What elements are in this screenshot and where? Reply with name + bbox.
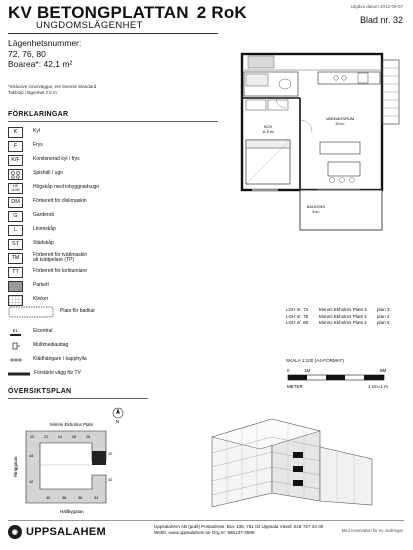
legend-label: Klädhängare / kapphylla (33, 356, 87, 363)
legend-item-kyl (8, 126, 40, 138)
legend-label: Spishäll / ugn (33, 170, 64, 177)
address-number: 28 (86, 435, 91, 439)
address-number: 20 (30, 435, 35, 439)
room1-name: SOV (263, 124, 273, 129)
title-text: KV BETONGPLATTAN (8, 3, 189, 22)
legend-item-linneskap (8, 224, 56, 236)
legend-item-multimedia (8, 340, 68, 352)
legend-label: Kombinerad kyl / frys (33, 156, 80, 163)
legend-label: Förstärkt vägg för TV (34, 370, 81, 377)
unit-row (286, 307, 390, 314)
apartment-area: Boarea*: 42,1 m² (8, 59, 73, 69)
box-st-icon: ST (8, 239, 23, 250)
box-dm-icon: DM (8, 197, 23, 208)
site-plan-drawing (8, 405, 143, 517)
unit-floor: plan 3 (377, 307, 390, 312)
electric-panel-icon (8, 327, 23, 338)
overview-site-plan (8, 405, 143, 517)
apartment-numbers-label: Lägenhetsnummer: (8, 38, 82, 48)
unit-row (286, 320, 390, 327)
room2-name: VARDAGSRUM (325, 116, 355, 121)
floor-plan (238, 40, 403, 235)
legend-label: Förberett för diskmaskin (33, 198, 87, 205)
legend-label: Elcentral (33, 328, 53, 335)
north-label: N (116, 419, 120, 424)
address-number: 36 (78, 496, 83, 500)
unit-number: LGH nr. 76 (286, 313, 309, 319)
address-number: 42 (29, 480, 34, 484)
legend-item-torktumlare (8, 266, 87, 278)
building-3d-drawing (152, 397, 404, 515)
legend-divider (8, 121, 218, 122)
legend-label: Linneskåp (33, 226, 56, 233)
legend-label: Garderob (33, 212, 55, 219)
unit-number: LGH nr. 80 (286, 320, 309, 326)
address-number: 26 (72, 435, 77, 439)
address-number: 40 (46, 496, 51, 500)
scale-ratio: 1 cm=1 m (368, 384, 388, 389)
apartment-info (8, 38, 81, 70)
legend-item-parkett (8, 280, 49, 292)
legend-label: Kyl (33, 128, 40, 135)
issue-date: Utgåva datum 2012-09-07 (350, 4, 403, 9)
legend-item-tv-vagg (8, 368, 81, 380)
room2-area: 20 m² (335, 122, 345, 126)
bathtub-icon (8, 307, 54, 318)
legend-label: Högskåp med inbyggnadsugn (33, 184, 100, 191)
box-l-icon: L (8, 225, 23, 236)
tile-swatch-icon (8, 295, 23, 306)
address-number: 30 (108, 452, 113, 456)
logo-text: UPPSALAHEM (26, 526, 107, 538)
title-suffix: 2 RoK (196, 3, 247, 22)
legend-item-frys (8, 140, 43, 152)
scale-tick-label: 1M (304, 368, 311, 373)
parquet-swatch-icon (8, 281, 23, 292)
sheet-number: Blad nr. 32 (359, 15, 403, 25)
oven-cabinet-icon: HS UGN (8, 183, 23, 194)
address-number: 34 (94, 496, 99, 500)
address-number: 22 (44, 435, 49, 439)
legend-label: Klinker (33, 296, 49, 303)
box-tt-icon: TT (8, 267, 23, 278)
footer-divider (8, 520, 404, 521)
legend-item-stadskap (8, 238, 54, 250)
unit-floor: plan 5 (377, 320, 390, 326)
box-kf-icon: K/F (8, 155, 23, 166)
legend-title: FÖRKLARINGAR (8, 111, 69, 118)
overview-divider (8, 398, 148, 399)
legend-label (33, 253, 87, 264)
tv-wall-icon (8, 369, 30, 380)
address-number: 24 (58, 435, 63, 439)
box-g-icon: G (8, 211, 23, 222)
note-line: Takhöjd i lägenhet 2,5 m (8, 89, 57, 95)
overview-title: ÖVERSIKTSPLAN (8, 388, 72, 395)
legend-item-klinker (8, 294, 48, 306)
legend-label-line: alt tvättpelare (TP) (33, 257, 75, 263)
balcony-name: BALKONG (306, 205, 326, 209)
footer-contact (154, 524, 323, 537)
footer-line-2: Webb: www.uppsalahem.se Org.nr: 556137-3589 (154, 530, 255, 536)
overview-3d-building (152, 397, 404, 515)
legend-item-badkar (8, 306, 95, 318)
legend-label: Förberett för torktumlare (33, 268, 87, 275)
legend-item-tvattmaskin (8, 252, 87, 264)
legend-item-spishall (8, 168, 63, 180)
unit-row (286, 314, 390, 321)
legend-label: Multimediauttag (33, 342, 69, 349)
page-subtitle: UNGDOMSLÄGENHET (36, 20, 143, 31)
notes (8, 84, 96, 95)
room1-area: 11,5 m² (262, 130, 274, 134)
unit-list (286, 307, 390, 327)
street-top: Mimmi Ekholms Plats (50, 422, 94, 427)
street-bottom: Hällbygatan (60, 509, 84, 514)
address-number: 38 (62, 496, 67, 500)
unit-number: LGH nr. 72 (286, 307, 309, 312)
apartment-numbers: 72, 76, 80 (8, 48, 46, 59)
scale-bar (286, 358, 396, 398)
box-k-icon: K (8, 127, 23, 138)
scale-unit-label: METER (287, 384, 303, 389)
street-left: Ringgatan (13, 456, 18, 477)
legend-label-line: Förberett för tvättmaskin (33, 251, 88, 258)
box-tm-icon: TM (8, 253, 23, 264)
legend-item-kladhangare (8, 354, 87, 366)
box-f-icon: F (8, 141, 23, 152)
scale-label: SKALA 1:100 (A4-FORMAT) (286, 358, 344, 363)
scale-tick-label: 5M (380, 368, 387, 373)
legend-label: Frys (33, 142, 43, 149)
footer-disclaimer: Med reservation för ev. ändringar (341, 528, 403, 533)
legend-label: Plats för badkar (60, 308, 96, 315)
multimedia-outlet-icon (8, 341, 23, 352)
unit-address: Mimmi Ekholms Plats 4 (319, 313, 367, 319)
unit-floor: plan 4 (377, 313, 390, 319)
scale-bar-graphic (286, 363, 396, 393)
legend-item-diskmaskin (8, 196, 87, 208)
note-line: *Inklusive innerväggar, ent Svensk Standard (8, 84, 97, 89)
legend-label: Parkett (33, 282, 49, 289)
header-divider (8, 33, 218, 34)
logo-mark-icon: ◉ (8, 525, 22, 539)
coat-rack-icon (8, 355, 23, 366)
address-number: 44 (29, 454, 34, 458)
address-number: 32 (108, 478, 113, 482)
legend-item-garderob (8, 210, 54, 222)
stove-icon (8, 169, 23, 180)
scale-tick-label: 0 (287, 368, 290, 373)
unit-address: Mimmi Ekholms Plats 4 (319, 307, 367, 312)
legend-item-kyl-frys (8, 154, 80, 166)
uppsalahem-logo (8, 525, 106, 539)
legend-label: Städskåp (33, 240, 54, 247)
floor-plan-drawing (238, 40, 403, 235)
balcony-area: 8 m² (312, 210, 320, 214)
legend-item-hogskap (8, 182, 99, 194)
unit-address: Mimmi Ekholms Plats 4 (319, 320, 367, 326)
elcentral-symbol: EL (12, 328, 19, 333)
footer-line-1: Uppsalahem AB (publ) Postadress: Box 136, 751 04 Uppsala Växel: 018-727 34 00 (154, 524, 324, 529)
legend-item-elcentral (8, 326, 52, 338)
